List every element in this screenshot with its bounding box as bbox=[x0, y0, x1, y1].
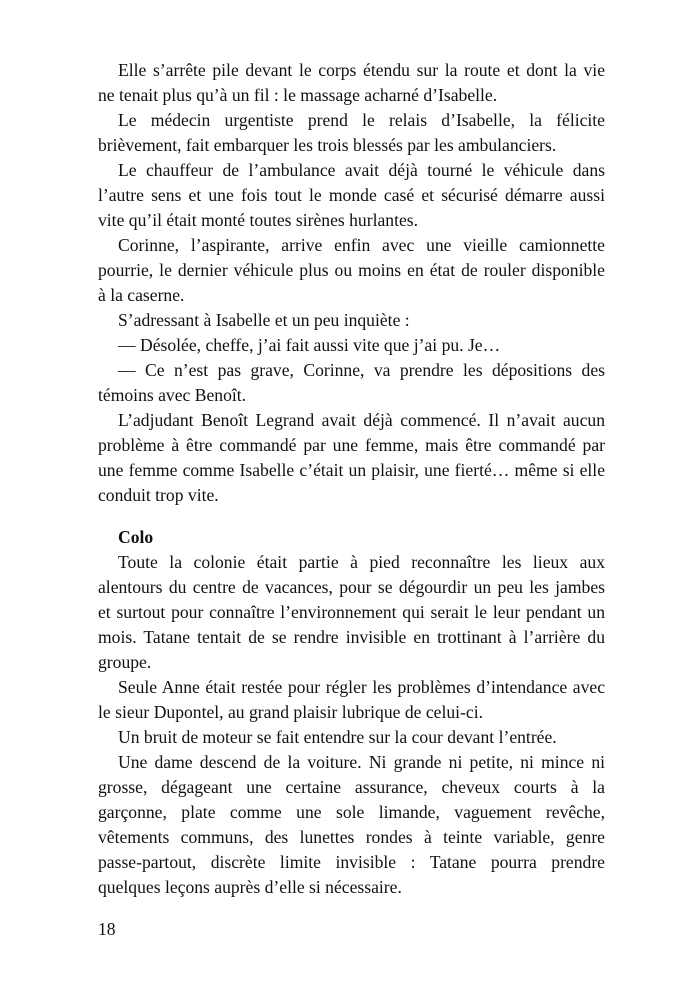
page-body bbox=[98, 58, 605, 900]
text-line: alentours du centre de vacances, pour se dégourdir un peu les jambes bbox=[98, 577, 605, 597]
text-line: problème à être commandé par une femme, mais être commandé par bbox=[98, 435, 605, 455]
section-2 bbox=[98, 550, 605, 900]
paragraph bbox=[98, 308, 605, 333]
text-line: Une dame descend de la voiture. Ni grande ni petite, ni mince ni bbox=[118, 752, 605, 772]
text-line: Le médecin urgentiste prend le relais d’Isabelle, la félicite bbox=[118, 110, 605, 130]
text-line: quelques leçons auprès d’elle si nécessaire. bbox=[98, 877, 402, 897]
text-line: le sieur Dupontel, au grand plaisir lubrique de celui-ci. bbox=[98, 702, 483, 722]
paragraph bbox=[98, 58, 605, 108]
paragraph bbox=[98, 358, 605, 408]
text-line: grosse, dégageant une certaine assurance, cheveux courts à la bbox=[98, 777, 605, 797]
page-number: 18 bbox=[98, 919, 116, 939]
paragraph bbox=[98, 233, 605, 308]
text-line: Le chauffeur de l’ambulance avait déjà tourné le véhicule dans bbox=[118, 160, 605, 180]
section-gap bbox=[98, 508, 605, 525]
text-line: Corinne, l’aspirante, arrive enfin avec une vieille camionnette bbox=[118, 235, 605, 255]
text-line: — Désolée, cheffe, j’ai fait aussi vite que j’ai pu. Je… bbox=[118, 335, 501, 355]
text-line: une femme comme Isabelle c’était un plaisir, une fierté… même si elle bbox=[98, 460, 605, 480]
text-line: ne tenait plus qu’à un fil : le massage acharné d’Isabelle. bbox=[98, 85, 498, 105]
paragraph bbox=[98, 675, 605, 725]
text-line: mois. Tatane tentait de se rendre invisible en trottinant à l’arrière du bbox=[98, 627, 605, 647]
text-line: Elle s’arrête pile devant le corps étendu sur la route et dont la vie bbox=[118, 60, 605, 80]
text-line: à la caserne. bbox=[98, 285, 185, 305]
text-line: vêtements communs, des lunettes rondes à teinte variable, genre bbox=[98, 827, 605, 847]
text-line: Toute la colonie était partie à pied reconnaître les lieux aux bbox=[118, 552, 605, 572]
text-line: conduit trop vite. bbox=[98, 485, 219, 505]
text-line: S’adressant à Isabelle et un peu inquiète : bbox=[118, 310, 410, 330]
paragraph bbox=[98, 108, 605, 158]
text-line: pourrie, le dernier véhicule plus ou moins en état de rouler disponible bbox=[98, 260, 605, 280]
paragraph bbox=[98, 333, 605, 358]
paragraph bbox=[98, 158, 605, 233]
text-line: et surtout pour connaître l’environnement qui serait le leur pendant un bbox=[98, 602, 605, 622]
paragraph bbox=[98, 408, 605, 508]
paragraph bbox=[98, 725, 605, 750]
text-line: brièvement, fait embarquer les trois blessés par les ambulanciers. bbox=[98, 135, 557, 155]
text-line: témoins avec Benoît. bbox=[98, 385, 247, 405]
paragraph bbox=[98, 750, 605, 900]
text-line: passe-partout, discrète limite invisible : Tatane pourra prendre bbox=[98, 852, 605, 872]
section-heading: Colo bbox=[118, 527, 154, 547]
text-line: L’adjudant Benoît Legrand avait déjà commencé. Il n’avait aucun bbox=[118, 410, 605, 430]
text-line: — Ce n’est pas grave, Corinne, va prendre les dépositions des bbox=[118, 360, 605, 380]
text-line: groupe. bbox=[98, 652, 152, 672]
text-line: l’autre sens et une fois tout le monde casé et sécurisé démarre aussi bbox=[98, 185, 605, 205]
text-line: Un bruit de moteur se fait entendre sur la cour devant l’entrée. bbox=[118, 727, 557, 747]
text-line: garçonne, plate comme une sole limande, vaguement revêche, bbox=[98, 802, 605, 822]
text-line: vite qu’il était monté toutes sirènes hurlantes. bbox=[98, 210, 419, 230]
paragraph bbox=[98, 550, 605, 675]
section-1 bbox=[98, 58, 605, 508]
text-line: Seule Anne était restée pour régler les problèmes d’intendance avec bbox=[118, 677, 605, 697]
